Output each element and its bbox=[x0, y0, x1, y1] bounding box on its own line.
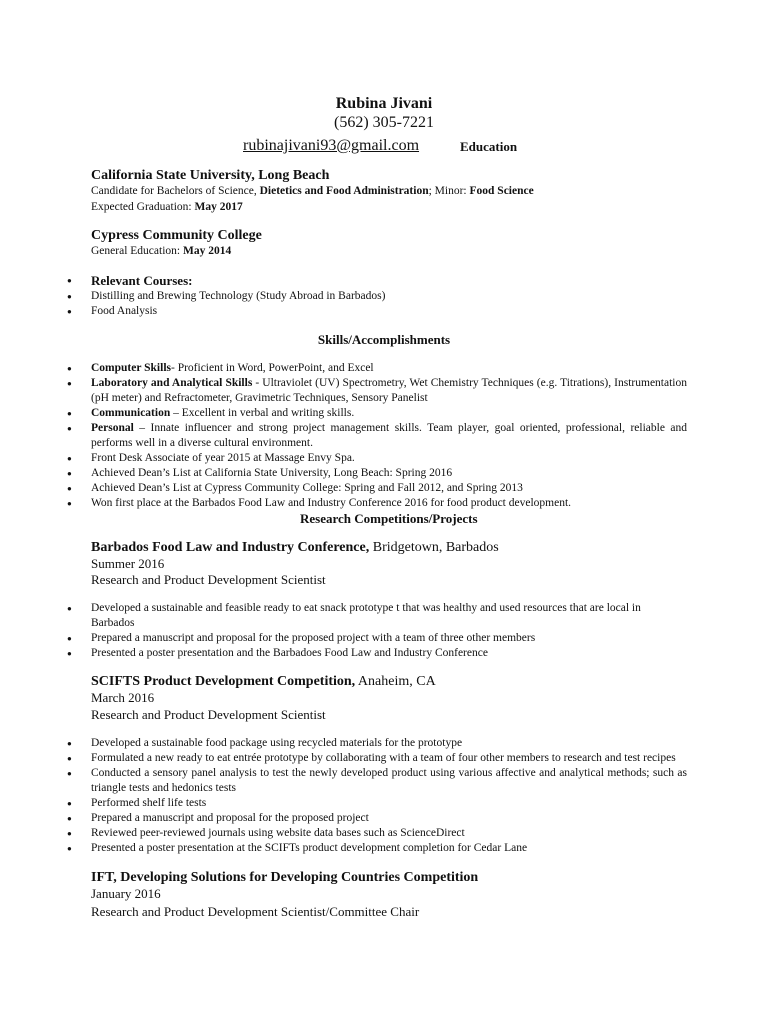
list-item: ● Reviewed peer-reviewed journals using website data bases such as ScienceDirect bbox=[67, 826, 687, 841]
list-item bbox=[67, 361, 687, 376]
list-item: ● Presented a poster presentation and the Barbadoes Food Law and Industry Conference bbox=[67, 646, 687, 661]
csulb-school-name: California State University, Long Beach bbox=[91, 168, 330, 183]
degree-prefix: Candidate for Bachelors of Science, bbox=[91, 185, 260, 197]
graduation-prefix: Expected Graduation: bbox=[91, 201, 195, 213]
project-title: Barbados Food Law and Industry Conference, bbox=[91, 540, 370, 555]
minor: Food Science bbox=[469, 185, 534, 197]
graduation-date: May 2017 bbox=[194, 201, 243, 213]
education-heading: Education bbox=[460, 139, 518, 154]
skills-heading: Skills/Accomplishments bbox=[317, 332, 451, 347]
project-bullets bbox=[67, 601, 687, 661]
relevant-courses-list bbox=[67, 273, 687, 319]
list-item bbox=[67, 421, 687, 451]
list-item: ● Front Desk Associate of year 2015 at Massage Envy Spa. bbox=[67, 451, 687, 466]
list-item: ● Presented a poster presentation at the SCIFTs product development completion for Cedar Lane bbox=[67, 841, 687, 856]
skill-text: - Proficient in Word, PowerPoint, and Excel bbox=[170, 362, 374, 374]
skill-label: Personal bbox=[91, 422, 134, 434]
list-item bbox=[67, 406, 687, 421]
list-item: ● Performed shelf life tests bbox=[67, 796, 687, 811]
cypress-date: May 2014 bbox=[182, 245, 232, 257]
skill-text: – Innate influencer and strong project management skills. Team player, goal oriented, professional, reliable and performs well in a diverse cultural environment. bbox=[91, 422, 687, 449]
major: Dietetics and Food Administration bbox=[259, 185, 429, 197]
csulb-graduation-line bbox=[91, 201, 243, 213]
project-title-line bbox=[91, 870, 478, 886]
list-item: ● Developed a sustainable and feasible ready to eat snack prototype t that was healthy and used resources that are local in Barbados bbox=[67, 601, 687, 631]
cypress-education-line bbox=[91, 245, 231, 257]
list-item: ● Won first place at the Barbados Food Law and Industry Conference 2016 for food product development. bbox=[67, 496, 687, 511]
project-bullets bbox=[67, 736, 687, 856]
resume-email-link[interactable]: rubinajivani93@gmail.com bbox=[243, 137, 420, 154]
list-item: ● Food Analysis bbox=[67, 304, 687, 319]
cypress-prefix: General Education: bbox=[91, 245, 183, 257]
project-title: SCIFTS Product Development Competition, bbox=[91, 674, 356, 689]
project-location: Bridgetown, Barbados bbox=[369, 540, 499, 555]
project-title-line bbox=[91, 674, 436, 690]
list-item: ● Prepared a manuscript and proposal for the proposed project bbox=[67, 811, 687, 826]
skill-label: Computer Skills bbox=[91, 362, 171, 374]
csulb-degree-line bbox=[91, 185, 534, 197]
project-title-line bbox=[91, 540, 499, 556]
research-heading: Research Competitions/Projects bbox=[300, 511, 478, 526]
project-date: January 2016 bbox=[91, 886, 161, 901]
skills-list bbox=[67, 361, 687, 511]
project-role: Research and Product Development Scientist/Committee Chair bbox=[91, 904, 420, 919]
resume-phone: (562) 305-7221 bbox=[334, 114, 434, 131]
list-item: ● Formulated a new ready to eat entrée prototype by collaborating with a team of four other members to research and test recipes bbox=[67, 751, 687, 766]
list-item: ● Achieved Dean’s List at California State University, Long Beach: Spring 2016 bbox=[67, 466, 687, 481]
list-item: ● Conducted a sensory panel analysis to test the newly developed product using various affective and analytical methods; such as triangle tests and hedonics tests bbox=[67, 766, 687, 796]
list-item: ● Prepared a manuscript and proposal for the proposed project with a team of three other members bbox=[67, 631, 687, 646]
project-date: Summer 2016 bbox=[91, 556, 165, 571]
relevant-courses-label: ● Relevant Courses: bbox=[67, 273, 687, 289]
skill-label: Laboratory and Analytical Skills bbox=[91, 377, 253, 389]
project-date: March 2016 bbox=[91, 690, 155, 705]
cypress-school-name: Cypress Community College bbox=[91, 228, 262, 243]
list-item: ● Achieved Dean’s List at Cypress Community College: Spring and Fall 2012, and Spring 2013 bbox=[67, 481, 687, 496]
project-title: IFT, Developing Solutions for Developing Countries Competition bbox=[91, 870, 479, 885]
skill-text: – Excellent in verbal and writing skills. bbox=[170, 407, 355, 419]
project-role: Research and Product Development Scientist bbox=[91, 707, 326, 722]
minor-prefix: ; Minor: bbox=[428, 185, 470, 197]
list-item: ● Distilling and Brewing Technology (Study Abroad in Barbados) bbox=[67, 289, 687, 304]
skill-label: Communication bbox=[91, 407, 171, 419]
resume-name: Rubina Jivani bbox=[335, 95, 433, 112]
project-role: Research and Product Development Scientist bbox=[91, 572, 326, 587]
skill-text: - Ultraviolet (UV) Spectrometry, Wet Chemistry Techniques (e.g. Titrations), Instrumentation (pH meter) and Refractometer, Gravimetric Techniques, Sensory Panelist bbox=[91, 377, 687, 404]
list-item: ● Developed a sustainable food package using recycled materials for the prototype bbox=[67, 736, 687, 751]
list-item bbox=[67, 376, 687, 406]
project-location: Anaheim, CA bbox=[355, 674, 436, 689]
